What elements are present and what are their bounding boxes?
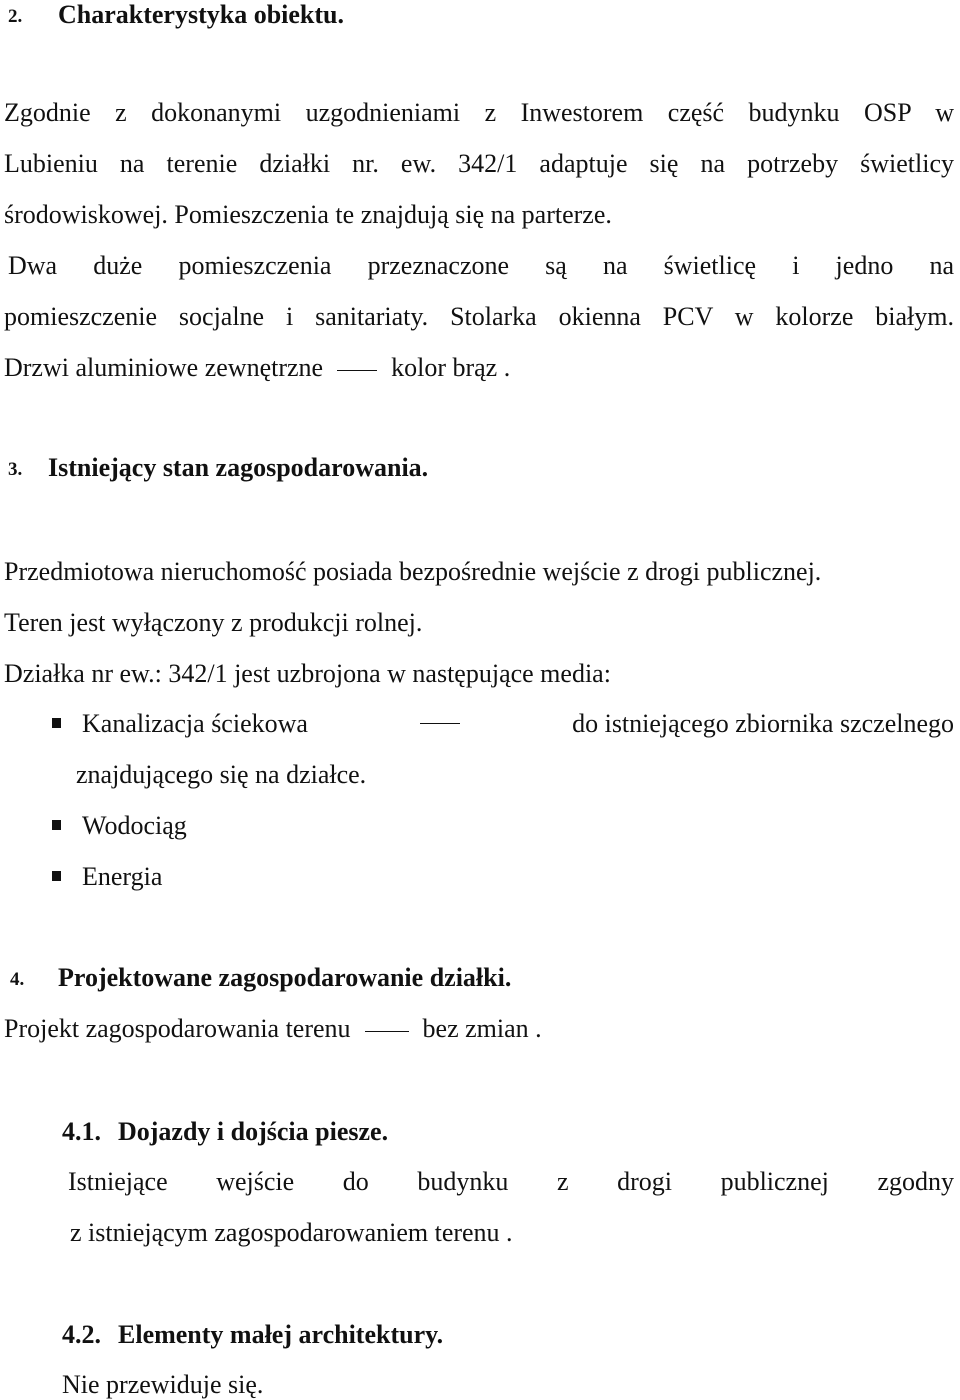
paragraph-line: Dwa duże pomieszczenia przeznaczone są na świetlicę i jedno na xyxy=(8,251,954,280)
paragraph-line: Nie przewiduje się. xyxy=(62,1370,264,1399)
section-number: 4. xyxy=(10,969,25,990)
dash-divider xyxy=(337,370,377,371)
paragraph-line: Działka nr ew.: 342/1 jest uzbrojona w następujące media: xyxy=(4,659,611,688)
paragraph-line: Zgodnie z dokonanymi uzgodnieniami z Inwestorem część budynku OSP w xyxy=(4,98,954,127)
square-bullet-icon xyxy=(52,820,61,830)
paragraph-line xyxy=(4,1014,542,1044)
section-heading: Projektowane zagospodarowanie działki. xyxy=(58,963,512,992)
section-number: 4.1. xyxy=(62,1117,101,1146)
section-heading: Istniejący stan zagospodarowania. xyxy=(48,453,429,482)
list-item: Wodociąg xyxy=(82,811,187,840)
dash-divider xyxy=(365,1031,409,1032)
paragraph-line: z istniejącym zagospodarowaniem terenu . xyxy=(70,1218,513,1247)
list-item: Energia xyxy=(82,862,163,891)
dash-divider xyxy=(420,723,460,724)
section-heading: Dojazdy i dojścia piesze. xyxy=(118,1117,389,1146)
square-bullet-icon xyxy=(52,718,61,728)
list-item xyxy=(82,709,954,739)
text-fragment: Drzwi aluminiowe zewnętrzne xyxy=(4,353,324,382)
text-fragment: kolor brąz . xyxy=(391,353,511,382)
paragraph-line: Istniejące wejście do budynku z drogi publicznej zgodny xyxy=(68,1167,954,1196)
list-item-continuation: znajdującego się na działce. xyxy=(76,760,367,789)
section-number: 3. xyxy=(8,459,23,480)
text-fragment: Kanalizacja ściekowa xyxy=(82,709,308,738)
square-bullet-icon xyxy=(52,871,61,881)
paragraph-line: Teren jest wyłączony z produkcji rolnej. xyxy=(4,608,423,637)
text-fragment: do istniejącego zbiornika szczelnego xyxy=(572,709,954,738)
paragraph-line: pomieszczenie socjalne i sanitariaty. Stolarka okienna PCV w kolorze białym. xyxy=(4,302,954,331)
paragraph-line: środowiskowej. Pomieszczenia te znajdują się na parterze. xyxy=(4,200,612,229)
section-number: 2. xyxy=(8,6,23,27)
section-heading: Charakterystyka obiektu. xyxy=(58,0,345,29)
section-heading: Elementy małej architektury. xyxy=(118,1320,444,1349)
text-fragment: bez zmian . xyxy=(422,1014,542,1043)
paragraph-line: Lubieniu na terenie działki nr. ew. 342/1 adaptuje się na potrzeby świetlicy xyxy=(4,149,954,178)
paragraph-line xyxy=(4,353,510,383)
text-fragment: Projekt zagospodarowania terenu xyxy=(4,1014,351,1043)
section-number: 4.2. xyxy=(62,1320,101,1349)
paragraph-line: Przedmiotowa nieruchomość posiada bezpośrednie wejście z drogi publicznej. xyxy=(4,557,822,586)
